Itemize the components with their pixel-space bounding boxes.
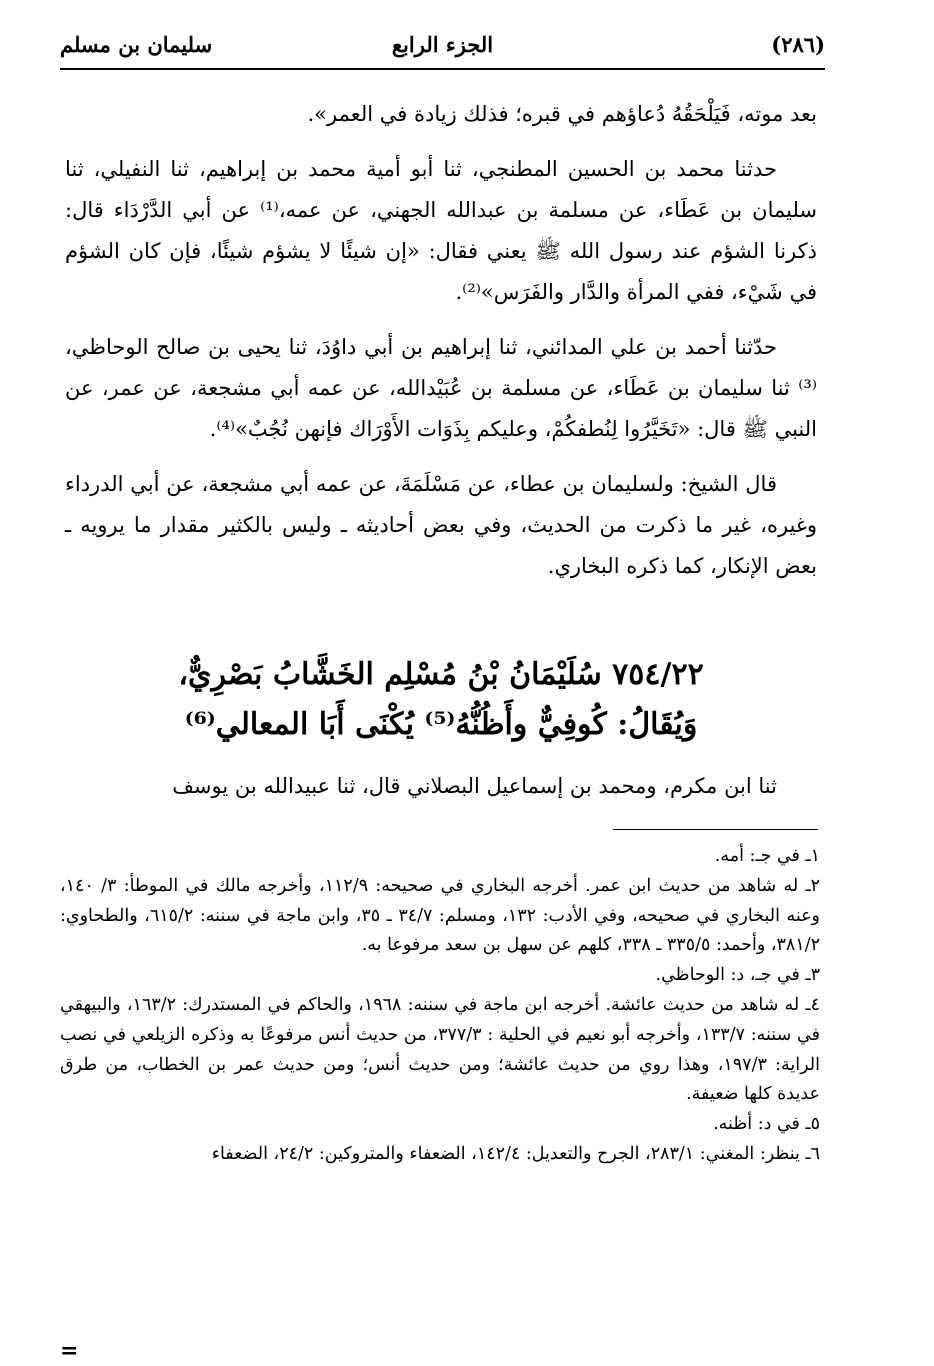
- page-number: (٢٨٦): [771, 32, 825, 57]
- continuation-mark: =: [60, 1338, 79, 1364]
- paragraph-1: بعد موته، فَيَلْحَقُهُ دُعاؤهم في قبره؛ فذلك زيادة في العمر».: [307, 102, 817, 126]
- running-header: [60, 32, 825, 68]
- footnote-3: ٣ـ في جـ، د: الوحاظي.: [655, 965, 820, 986]
- footnote-4: ٤ـ له شاهد من حديث عائشة. أخرجه ابن ماجة في سننه: ١٩٦٨، والحاكم في المستدرك: ١٦٣/٢، والبيهقي في سننه: ١٣٣/٧، وأخرجه أبو نعيم في الحلية : ٣٧٧/٣، من حديث أنس مرفوعًا به وذكره الزيلعي في نصب الراية: ١٩٧/٣، وهذا روي من حديث عائشة؛ ومن حديث أنس؛ ومن حديث عمر بن الخطاب، من طرق عديدة كلها ضعيفة.: [60, 994, 820, 1105]
- footnote-rule: [613, 829, 818, 830]
- paragraph-4: قال الشيخ: ولسليمان بن عطاء، عن مَسْلَمَةَ، عن عمه أبي مشجعة، عن أبي الدرداء وغيره، غير ما ذكرت من الحديث، وفي بعض أحاديثه ـ وليس بالكثير مقدار ما يرويه ـ بعض الإنكار، كما ذكره البخاري.: [65, 472, 817, 578]
- main-text-bottom: [65, 766, 817, 821]
- main-text-top: [65, 94, 817, 601]
- running-title: سليمان بن مسلم: [60, 32, 213, 57]
- volume-title: الجزء الرابع: [391, 32, 494, 57]
- paragraph-5: ثنا ابن مكرم، ومحمد بن إسماعيل البصلاني قال، ثنا عبيدالله بن يوسف: [172, 774, 777, 798]
- footnote-6: ٦ـ ينظر: المغني: ٢٨٣/١، الجرح والتعديل: ١٤٢/٤، الضعفاء والمتروكين: ٢٤/٢، الضعفاء: [211, 1143, 820, 1164]
- entry-heading-line-2: وَيُقَالُ: كُوفِيٌّ وأَظُنُّهُ⁽⁵⁾ يُكْنَى أَبَا المعالي⁽⁶⁾: [184, 707, 698, 742]
- paragraph-3: حدّثنا أحمد بن علي المدائني، ثنا إبراهيم بن أبي داوُدَ، ثنا يحيى بن صالح الوحاظي،⁽³⁾ ثنا سليمان بن عَطَاء، عن مسلمة بن عُبَيْدالله، عن عمه أبي مشجعة، عن عمر، عن النبي ﷺ قال: «تَخَيَّرُوا لِنُطفكُمْ، وعليكم بِذَوَات الأَوْرَاك فإنهن نُجُبٌ»⁽⁴⁾.: [65, 335, 817, 441]
- footnotes: [60, 842, 820, 1170]
- entry-heading: [65, 650, 817, 750]
- header-rule: [60, 68, 825, 70]
- footnote-5: ٥ـ في د: أظنه.: [713, 1114, 820, 1135]
- entry-heading-line-1: ٧٥٤/٢٢ سُلَيْمَانُ بْنُ مُسْلِم الخَشَّابُ بَصْرِيٌّ،: [178, 657, 704, 692]
- footnote-2: ٢ـ له شاهد من حديث ابن عمر. أخرجه البخاري في صحيحه: ١١٢/٩، وأخرجه مالك في الموطأ: ٣/ ١٤٠، وعنه البخاري في صحيحه، وفي الأدب: ١٣٢، ومسلم: ٣٤/٧ ـ ٣٥، وابن ماجة في سننه: ٦١٥/٢، والطحاوي: ٣٨١/٢، وأحمد: ٣٣٥/٥ ـ ٣٣٨، كلهم عن سهل بن سعد مرفوعا به.: [60, 875, 821, 956]
- paragraph-2: حدثنا محمد بن الحسين المطنجي، ثنا أبو أمية محمد بن إبراهيم، ثنا النفيلي، ثنا سليمان بن عَطَاء، عن مسلمة بن عبدالله الجهني، عن عمه،⁽¹⁾ عن أبي الدَّرْدَاء قال: ذكرنا الشؤم عند رسول الله ﷺ يعني فقال: «إن شيئًا لا يشؤم شيئًا، فإن كان الشؤم في شَيْء، ففي المرأة والدَّار والفَرَس»⁽²⁾.: [65, 157, 817, 304]
- footnote-1: ١ـ في جـ: أمه.: [714, 846, 820, 866]
